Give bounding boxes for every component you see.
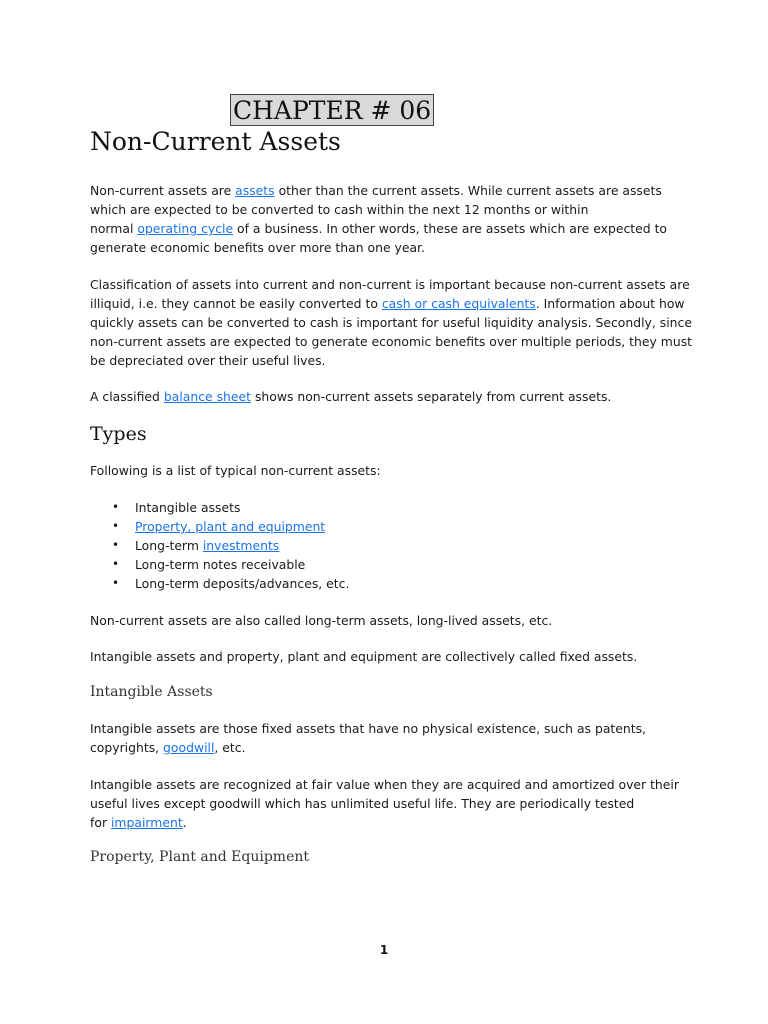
list-item <box>90 517 690 536</box>
types-intro: Following is a list of typical non-current assets: <box>90 463 381 478</box>
text-line: Intangible assets are those fixed assets that have no physical existence, such as patents, <box>90 721 646 736</box>
text-line: copyrights, goodwill, etc. <box>90 740 246 755</box>
text-line: useful lives except goodwill which has unlimited useful life. They are periodically tested <box>90 796 635 811</box>
paragraph-long-term: Non-current assets are also called long-term assets, long-lived assets, etc. <box>90 613 553 628</box>
investments-link[interactable]: investments <box>202 538 280 553</box>
ppe-heading: Property, Plant and Equipment <box>90 849 310 865</box>
list-item: • Long-term notes receivable <box>90 555 690 574</box>
assets-link[interactable]: assets <box>235 183 275 198</box>
paragraph-intangible-definition <box>90 719 690 757</box>
goodwill-link[interactable]: goodwill <box>163 740 215 755</box>
cash-equivalents-link[interactable]: cash or cash equivalents <box>381 296 536 311</box>
text-line: which are expected to be converted to cash within the next 12 months or within <box>90 202 589 217</box>
types-heading: Types <box>90 423 147 445</box>
text-line: illiquid, i.e. they cannot be easily converted to cash or cash equivalents. Information about how <box>90 296 685 311</box>
paragraph-classification <box>90 275 693 370</box>
document-body <box>90 181 693 867</box>
text-line: quickly assets can be converted to cash is important for useful liquidity analysis. Secondly, since <box>90 315 692 330</box>
chapter-label: CHAPTER # 06 <box>230 94 434 126</box>
paragraph-balance-sheet: A classified balance sheet shows non-current assets separately from current assets. <box>90 389 612 404</box>
text-line: Non-current assets are assets other than the current assets. While current assets are assets <box>90 183 662 198</box>
list-item: • Intangible assets <box>90 498 690 517</box>
impairment-link[interactable]: impairment <box>110 815 183 830</box>
balance-sheet-link[interactable]: balance sheet <box>163 389 251 404</box>
paragraph-definition <box>90 181 690 257</box>
text-line: generate economic benefits over more than one year. <box>90 240 425 255</box>
paragraph-fixed-assets: Intangible assets and property, plant and equipment are collectively called fixed assets. <box>90 649 638 664</box>
ppe-link[interactable]: Property, plant and equipment <box>135 519 326 534</box>
text-line: normal operating cycle of a business. In other words, these are assets which are expected to <box>90 221 668 236</box>
list-item: • Long-term investments <box>90 536 690 555</box>
list-item: • Long-term deposits/advances, etc. <box>90 574 690 593</box>
text-line: for impairment. <box>90 815 187 830</box>
text-line: Classification of assets into current and non-current is important because non-current assets are <box>90 277 690 292</box>
page-number: 1 <box>379 943 389 957</box>
asset-types-list <box>90 498 690 593</box>
text-line: non-current assets are expected to generate economic benefits over multiple periods, they must <box>90 334 693 349</box>
text-line: Intangible assets are recognized at fair value when they are acquired and amortized over their <box>90 777 679 792</box>
page-title: Non-Current Assets <box>90 127 341 156</box>
paragraph-intangible-recognition <box>90 775 690 832</box>
intangible-assets-heading: Intangible Assets <box>90 684 213 700</box>
operating-cycle-link[interactable]: operating cycle <box>137 221 234 236</box>
text-line: be depreciated over their useful lives. <box>90 353 326 368</box>
